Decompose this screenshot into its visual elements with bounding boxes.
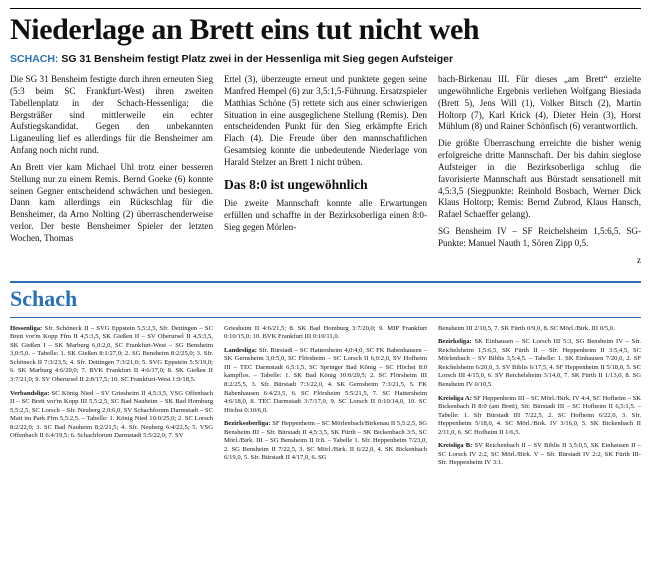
results-text: SF Heppenheim III – SC Mörl./Birk. IV 4:4, SC Hofheim – SK Bickenbach II 8:0 (am Brett), Sfr. Bürstadt III – SC Hofheim II 6,5:1,5. – Tabelle: 1. Sfr Bürstadt III 7/22,5, 2. SC Hofheim 6/22,0, 3. Sfr. Heppenheim 5/18,0, 4. SC Mörl./Birk. IV 3/16,0, 5. SK Bickenbach II 2/11,0, 6. SC Hofheim II 1/6,5. (438, 394, 641, 436)
results-block (224, 325, 427, 342)
article-column-2 (224, 74, 427, 238)
results-block (10, 390, 213, 441)
paragraph: Ettel (3), überzeugte erneut und punktete gegen seine Manfred Hempel (6) zur 3,5:1,5-Führung. Ersatzspieler Matthias Schöne (5) rettete sich aus einer schwierigen Situation in eine ausgeglichene Stellung (Remis). Den entscheidenden Punkt für den Sieg erkämpfte Erich Flach (4). Die Freude über den mannschaftlichen Gesamtsieg konnte die unbedeutende Niederlage von Harald Stelzer an Brett 1 nicht trüben. (224, 74, 427, 167)
article-column-1 (10, 74, 213, 249)
article-signature: SG Bensheim IV – SF Reichelsheim 1,5:6,5. SG-Punkte: Manuel Nauth 1, Sören Zipp 0,5. (438, 225, 641, 248)
paragraph: Die größte Überraschung erreichte die bisher wenig erfolgreiche dritte Mannschaft. Der bis dahin sieglose Aufsteiger in die Bezirksoberliga schlug die favorisierte Mannschaft aus Bürstadt sensationell mit 4,5:3,5 (Siegpunkte: Reinhold Bosbach, Werner Dick Klaus Holtorp; Remis: Bernd Zubrod, Klaus Hansch, Rafael Schaeffer gelang). (438, 138, 641, 220)
paragraph: An Brett vier kam Michael Uhl trotz einer besseren Stellung nur zu einem Remis. Bernd Goeke (6) konnte seinen Gegner entscheidend schwächen und besiegen. Dann kam allerdings ein Rückschlag für die Bensheimer, da Arno Nolting (2) überraschenderweise verlor. Der beste Bensheimer Spieler der letzten Wochen, Thomas (10, 161, 213, 243)
results-block (224, 347, 427, 416)
article-column-3 (438, 74, 641, 271)
results-block (10, 325, 213, 385)
paragraph: Die zweite Mannschaft konnte alle Erwartungen erfüllen und schaffte in der Bezirksoberliga einen 8:0- Sieg gegen Mörlen- (224, 198, 427, 232)
results-column-3 (438, 325, 641, 473)
results-label: Bezirksoberliga: (224, 420, 271, 428)
results-label: Kreisliga B: (438, 442, 473, 450)
results-label: Kreisliga A: (438, 394, 472, 402)
paragraph: bach-Birkenau III. Für dieses „am Brett“ erzielte ungewöhnliche Ergebnis verliehen Wolfgang Biesiada (Brett 5), Jens Will (1), Volker Bitsch (2), Martin Holtorp (7), Karl Krick (4), Dieter Hein (3), Horst Mühlum (8) und Rainer Schönfisch (6) verantwortlich. (438, 74, 641, 132)
article-signature-initials: z (636, 254, 641, 265)
results-text: Bensheim III 2/10,5, 7. SK Fürth 0/9,0, 8. SC Mörl./Birk. III 0/5,0. (438, 324, 615, 332)
results-body (10, 325, 641, 473)
results-text: SF Heppenheim – SC Mörlenbach/Birkenau II 5,5:2,5, SG Bensheim III – Sfr. Bürstadt II 4,5:3,5, SK Fürth – SK Bickenbach 3:5, SC Mörl./Birk. III – SG Bensheim II 0:8. – Tabelle 1. Sfr. Heppenheim 7/23,0, 2. SG Bensheim II 7/22,5, 3. SC Mörl./Birk. II 6/22,0, 4. SK Bickenbach 6/19,0, 5. Sfr. Bürstadt II 4/17,0, 6. SG (224, 420, 427, 462)
results-text: SK Einhausen – SC Lorsch III 5:3, SG Bensheim IV – Sfr. Reichelsheim 1,5:6,5, SK Fürth II – Sfr. Heppenheim II 3:5,4,5, SC Mörlenbach – SV Biblis 3,5:4,5. – Tabelle: 1. SK Einhausen 7/20,0, 2. SF Reichelsheim 6/20,0, 3. SV Biblis 6/17,5, 4. SF Heppenheim II 5/18,0, 5. SC Lorsch III 4/15,0, 6. SV Reichelsheim 3/14,0, 7. SK Fürth II 1/13,0, 8. SG Bensheim IV 0/10,5. (438, 338, 642, 388)
results-label: Bezirksliga: (438, 338, 472, 346)
results-text: SV Reichenbach II – SV Biblis II 3,5:0,5, SK Einhausen II – SC Lorsch IV 2:2, SC Mörl./Birk. V – Sfr. Bürstadt IV 2:2, SK Fürth III- Sfr. Heppenheim IV 3:1. (438, 442, 641, 467)
results-text: Sfr. Bürstadt – SC Hattersheim 4,0:4,0, SC FK Babenhausen – SK Gernsheim 3,0:5,0, SC Flörsheim – SC Lorsch II 6,0:2,0, SV Hofheim III – TEC Darmstadt 6,5:1,5, SC Springer Bad König – SC Höchst 8:0 kampflos. – Tabelle: 1. SK Bad König 10:0/29,5; 2. SC Flörsheim III 8:2/25,5, 3. Sfr. Bürstadt 7:3/22,0, 4. SK Gernsheim 7:3/21,5, 5. FK Babenhausen 6:4/23,5, 6. SC Flörsheim 5:5/21,5, 7. SC Hattersheim 4:6/18,0, 8. TEC Darmstadt 3:7/17,0, 9. SC Lorsch II 0:10/14,0, 10. SC Höchst 0:10/6,0. (224, 346, 427, 414)
paragraph: Die SG 31 Bensheim festigte durch ihren erneuten Sieg (5:3 beim SC Frankfurt-West) ihren zweiten Tabellenplatz in der Schach-Hessenliga; die Bergsträßer sind mittlerweile ein echter Aufstiegskandidat. Gegen den unbekannten Liganeuling lief es allerdings für die Bensheimer am Anfang noch nicht rund. (10, 74, 213, 156)
results-block (438, 442, 641, 468)
article-subhead (10, 53, 641, 67)
results-text: SC König Nied – SV Griesheim II 4,5:3,5, VSG Offenbach II – SC Brett vor'm Kopp III 5,5:2,5, SC Bad Nauheim – SK Bad Homburg 5,5:2,5, SC Lorsch – Sfr. Neuberg 2,0:6,0, SV Schachforum Darmstadt – SC Matt im Park Ffm 5,5:2,5. – Tabelle: 1. König Nied 10:0/25,0; 2. SC Lorsch 8:2/22,0; 3. SC Bad Nauheim 8:2/21,5; 4. Sfr. Neuberg 6:4/22,5; 5. VSG Offenbach II 6:4/19,5; 6. Schachforum Darmstadt 5:5/22,0; 7. SV (10, 389, 213, 440)
section-divider-top (10, 281, 641, 283)
results-block (224, 420, 427, 463)
article-subsection-title: Das 8:0 ist ungewöhnlich (224, 176, 368, 192)
results-column-1 (10, 325, 213, 446)
results-text: Sfr. Schöneck II – SVG Eppstein 5,5:2,5, Sfr. Dettingen – SC Brett vor'm Kopp Ffm II 4,5:3,5, SK Gießen II – SV Oberursel II 4,5:3,5, SK Gießen I – SK Marburg 6,0:2,0, SC Frankfurt-West – SG Bensheim 3,0:5,0. – Tabelle: 1. SK Gießen 8:1/27,0; 2. SG Bensheim 8:2/25,0; 3. Sfr. Schöneck II 7:3/23,5; 4. Sfr. Dettingen 7:3/21,0; 5. SVG Eppstein 5:5/19,0; 6. SK Marburg 4:6/20,0; 7. BVK Frankfurt II 4:6/17,0; 8. SK Gießen II 3:7/21,0; 9. SV Oberursel II 2:8/17,5; 10. SC Frankfurt-West 1:9/18,5. (10, 324, 213, 383)
article-kicker: SCHACH: (10, 52, 59, 65)
section-title: Schach (10, 286, 78, 312)
results-block (438, 338, 641, 389)
results-text: Griesheim II 4:6/21,5; 8. SK Bad Homburg 3:7/20,0; 9. MIP Frankfurt 0:10/15,0; 10. BVK Frankfurt III 0:10/11,0. (224, 324, 427, 341)
page-title: Niederlage an Brett eins tut nicht weh (10, 13, 480, 46)
results-label: Verbandsliga: (10, 389, 50, 397)
article-body (10, 74, 641, 271)
results-label: Landesliga: (224, 346, 257, 354)
results-column-2 (224, 325, 427, 468)
article-subhead-text: SG 31 Bensheim festigt Platz zwei in der Hessenliga mit Sieg gegen Aufsteiger (61, 52, 454, 65)
results-block (438, 325, 641, 334)
results-block (438, 395, 641, 438)
top-divider (10, 8, 641, 9)
section-divider-bottom (10, 317, 641, 318)
results-label: Hessenliga: (10, 324, 43, 332)
